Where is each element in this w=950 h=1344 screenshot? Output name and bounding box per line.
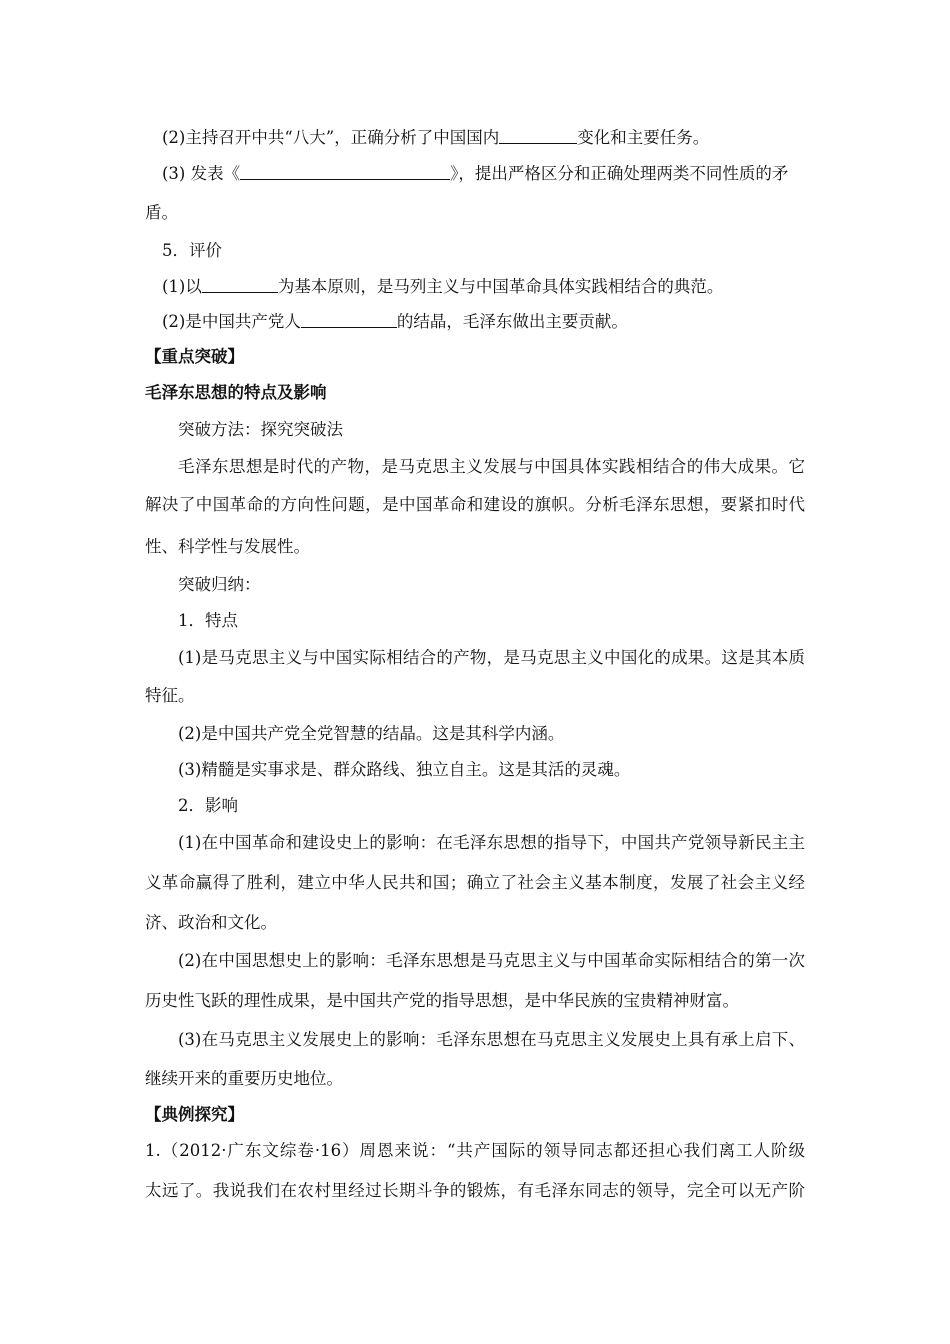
paragraph-line — [162, 276, 723, 298]
paragraph-line: 太远了。我说我们在农村里经过长期斗争的锻炼，有毛泽东同志的领导，完全可以无产阶 — [145, 1181, 805, 1200]
fill-blank — [240, 163, 450, 180]
paragraph-line: 性、科学性与发展性。 — [145, 537, 310, 556]
bracket-heading: 【重点突破】 — [145, 347, 244, 366]
paragraph-line: (2)是中国共产党全党智慧的结晶。这是其科学内涵。 — [178, 724, 565, 743]
paragraph-line: 义革命赢得了胜利，建立中华人民共和国；确立了社会主义基本制度，发展了社会主义经 — [145, 873, 805, 892]
text-segment: 的结晶，毛泽东做出主要贡献。 — [396, 312, 628, 331]
fill-blank — [301, 311, 397, 328]
paragraph-line: 1.（2012·广东文综卷·16）周恩来说：“共产国际的领导同志都还担心我们离工人阶级 — [145, 1141, 805, 1160]
text-segment: 为基本原则，是马列主义与中国革命具体实践相结合的典范。 — [277, 277, 724, 296]
paragraph-line: 特征。 — [145, 686, 195, 705]
text-segment: 》，提出严格区分和正确处理两类不同性质的矛 — [450, 164, 789, 183]
paragraph-line: 历史性飞跃的理性成果，是中国共产党的指导思想，是中华民族的宝贵精神财富。 — [145, 991, 739, 1010]
paragraph-line: 解决了中国革命的方向性问题，是中国革命和建设的旗帜。分析毛泽东思想，要紧扣时代 — [145, 495, 805, 514]
paragraph-line: 突破归纳： — [178, 575, 261, 594]
paragraph-line — [162, 311, 628, 333]
paragraph-line — [162, 127, 709, 149]
section-heading: 1．特点 — [178, 611, 238, 630]
fill-blank — [202, 276, 278, 293]
paragraph-line: (2)在中国思想史上的影响：毛泽东思想是马克思主义与中国革命实际相结合的第一次 — [178, 951, 805, 970]
topic-heading: 毛泽东思想的特点及影响 — [145, 383, 327, 402]
section-heading: 2．影响 — [178, 796, 238, 815]
paragraph-line: (1)是马克思主义与中国实际相结合的产物，是马克思主义中国化的成果。这是其本质 — [178, 648, 805, 667]
paragraph-line: 济、政治和文化。 — [145, 913, 277, 932]
section-heading: 5．评价 — [162, 241, 222, 260]
paragraph-line: 毛泽东思想是时代的产物，是马克思主义发展与中国具体实践相结合的伟大成果。它 — [178, 457, 805, 476]
paragraph-line: (1)在中国革命和建设史上的影响：在毛泽东思想的指导下，中国共产党领导新民主主 — [178, 833, 805, 852]
text-segment: 变化和主要任务。 — [577, 128, 710, 147]
paragraph-line — [162, 163, 788, 185]
paragraph-line: 继续开来的重要历史地位。 — [145, 1069, 343, 1088]
text-segment: (1)以 — [162, 277, 202, 296]
text-segment: (2)主持召开中共“八大”，正确分析了中国国内 — [162, 128, 500, 147]
bracket-heading: 【典例探究】 — [145, 1105, 244, 1124]
paragraph-line: (3)精髓是实事求是、群众路线、独立自主。这是其活的灵魂。 — [178, 760, 631, 779]
fill-blank — [499, 127, 577, 144]
text-segment: (2)是中国共产党人 — [162, 312, 301, 331]
paragraph-line: (3)在马克思主义发展史上的影响：毛泽东思想在马克思主义发展史上具有承上启下、 — [178, 1030, 805, 1049]
text-segment: (3) 发表《 — [162, 164, 241, 183]
paragraph-line: 盾。 — [145, 203, 178, 222]
paragraph-line: 突破方法：探究突破法 — [178, 420, 343, 439]
